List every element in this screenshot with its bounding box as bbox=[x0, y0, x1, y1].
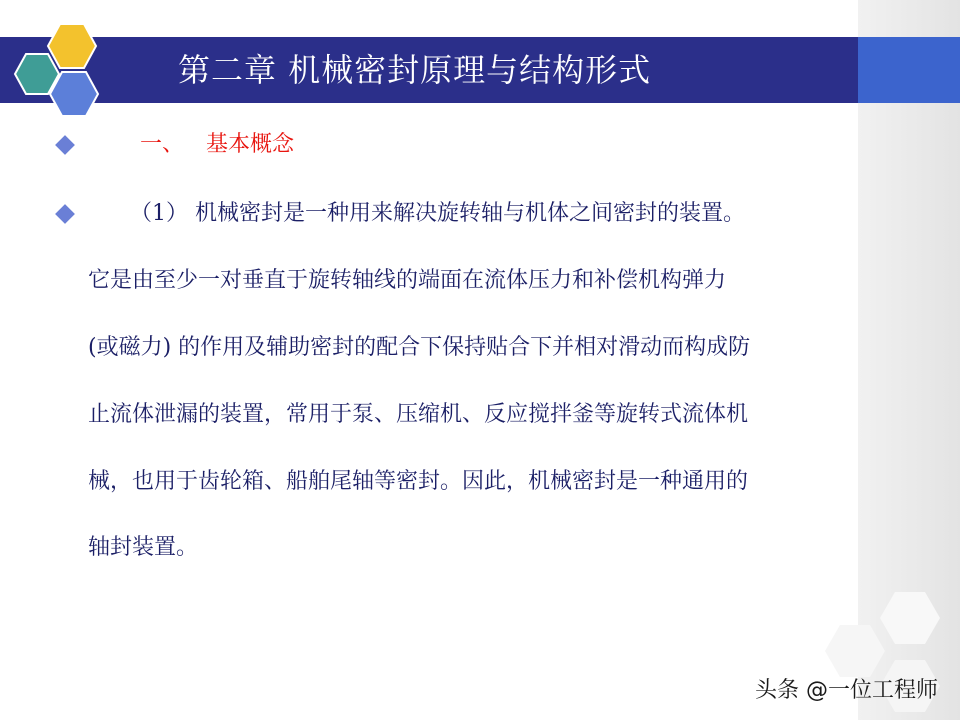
paragraph-line: 它是由至少一对垂直于旋转轴线的端面在流体压力和补偿机构弹力 bbox=[88, 268, 727, 293]
slide-title: 第二章 机械密封原理与结构形式 bbox=[178, 51, 652, 89]
paragraph-first-line: （1） 机械密封是一种用来解决旋转轴与机体之间密封的装置。 bbox=[130, 201, 745, 226]
paragraph-line: (或磁力) 的作用及辅助密封的配合下保持贴合下并相对滑动而构成防 bbox=[88, 335, 751, 360]
paragraph-line: 止流体泄漏的装置，常用于泵、压缩机、反应搅拌釜等旋转式流体机 bbox=[88, 402, 749, 427]
hexagon-cluster-logo bbox=[0, 18, 120, 128]
section-title: 基本概念 bbox=[206, 132, 295, 157]
paragraph-line: 械，也用于齿轮箱、船舶尾轴等密封。因此，机械密封是一种通用的 bbox=[88, 469, 749, 494]
diamond-bullet-icon bbox=[55, 135, 75, 155]
diamond-bullet-icon bbox=[55, 204, 75, 224]
paragraph-line: 轴封装置。 bbox=[88, 535, 199, 560]
section-number: 一、 bbox=[140, 132, 185, 157]
section-heading bbox=[140, 128, 294, 162]
title-bar-tab bbox=[858, 37, 960, 103]
watermark: 头条 @一位工程师 bbox=[755, 678, 938, 703]
